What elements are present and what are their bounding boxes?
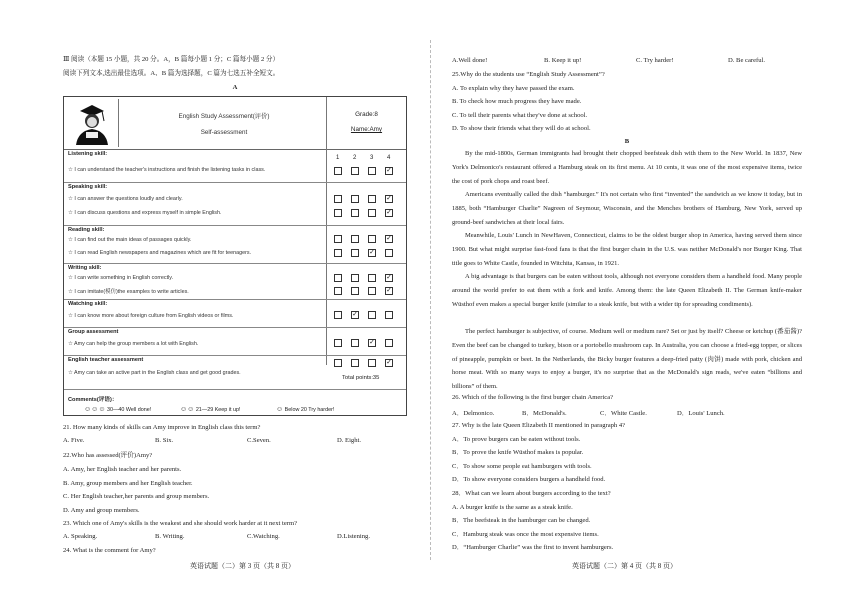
passage-b-label: B	[624, 138, 630, 145]
skill-item: ☆ Amy can take an active part in the English class and get good grades.	[68, 370, 241, 376]
option: A．To prove burgers can be eaten without tools.	[452, 436, 581, 443]
rating-box-checked: ✓	[386, 195, 392, 202]
reading-section-header: Ⅲ 阅读（本题 15 小题，共 20 分。A，B 篇每小题 1 分；C 篇每小题 2 分）	[63, 56, 280, 63]
option: A．Delmonico.	[452, 410, 495, 417]
option: B. Six.	[155, 437, 174, 444]
option: D．Louis' Lunch.	[677, 410, 725, 417]
option: C．Hamburg steak was once the most expensive items.	[452, 531, 599, 538]
rating-box	[385, 249, 393, 257]
rating-box	[385, 311, 393, 319]
option: A. Five.	[63, 437, 85, 444]
comment-try-harder	[276, 406, 334, 413]
option: B．To prove the knife Wüsthof makes is popular.	[452, 449, 584, 456]
passage-b-paragraph-4: A big advantage is that burgers can be eaten without tools, although not everyone considers them a handheld food. Many people around the world prefer to eat them with a fork and knife. Among them: the late Queen Elizabeth II. The German knife-maker Wüsthof even makes a special burger knife (similar to a steak knife, but with a wider tip for spreading condiments).	[452, 273, 802, 308]
passage-b-paragraph-5: The perfect hamburger is subjective, of course. Medium well or medium rare? Set or just by itself? Cheese or ketchup (番茄酱)? Even the beef can be changed to turkey, bison or a portobello mushroom cap. In Australia, you can choose a fried-egg topper, or slices of pineapple, pumpkin or beet. In the Netherlands, the Bicky burger features a deep-fried patty (肉饼) made with pork, chicken and horse meat. With so many ways to enjoy a burger, it's no surprise that as the McDonald's sign reads, we've eaten “billions and billions” of them.	[452, 328, 802, 391]
option: C. Her English teacher,her parents and group members.	[63, 493, 210, 500]
speaking-section	[64, 182, 406, 226]
graduate-avatar	[66, 99, 119, 147]
col-number: 1	[336, 155, 340, 161]
rating-box	[351, 359, 359, 367]
graduate-icon	[66, 99, 116, 145]
grade-label: Grade:8	[355, 111, 378, 118]
option: B. Writing.	[155, 533, 185, 540]
option: C．White Castle.	[600, 410, 647, 417]
option: B．McDonald's.	[522, 410, 567, 417]
grade-name-box	[326, 97, 406, 149]
passage-b-paragraph-2: Americans eventually called the dish “hamburger.” It's not certain who first “invented” the sandwich as we know it today, but in 1885, both “Hamburger Charlie” Nagreen of Seymour, Wisconsin, and the Menches brothers of Hamburg, New York, served up ground-beef sandwiches at their local fairs.	[452, 191, 802, 226]
rating-box	[334, 274, 342, 282]
rating-box	[368, 311, 376, 319]
smiley-icon: ☺	[91, 406, 99, 413]
option: C. To tell their parents what they've done at school.	[452, 112, 588, 119]
question-26: 26. Which of the following is the first burger chain America?	[452, 394, 614, 401]
rating-box	[351, 249, 359, 257]
option: D.Listening.	[337, 533, 370, 540]
skill-item: ☆ Amy can help the group members a lot with English.	[68, 341, 199, 347]
smiley-icon: ☺	[180, 406, 188, 413]
rating-box	[368, 359, 376, 367]
rating-box	[334, 339, 342, 347]
page-footer-right: 英语试题（二）第 4 页（共 8 页）	[572, 562, 677, 570]
skill-item: ☆ I can understand the teacher's instructions and finish the listening tasks in class.	[68, 167, 266, 173]
rating-box	[368, 167, 376, 175]
passage-a-label: A	[232, 84, 238, 91]
rating-box	[351, 209, 359, 217]
option: D．To show everyone considers burgers a handheld food.	[452, 476, 606, 483]
passage-b-paragraph-1: By the mid-1800s, German immigrants had brought their chopped beefsteak dish with them to the New World. In 1837, New York's Delmonico's restaurant offered a Hamburg steak on its first menu. At 10 cents, it was one of the most expensive items, twice the cost of pork chops and roast beef.	[452, 150, 802, 185]
option: D. To show their friends what they will do at school.	[452, 125, 591, 132]
option: D. Be careful.	[728, 57, 765, 64]
smiley-icon: ☺	[84, 406, 92, 413]
rating-box	[368, 274, 376, 282]
rating-box-checked: ✓	[386, 274, 392, 281]
rating-box	[351, 287, 359, 295]
option: C.Seven.	[247, 437, 271, 444]
rating-box-checked: ✓	[386, 209, 392, 216]
student-name: Name:Amy	[350, 126, 383, 133]
col-number: 4	[387, 155, 391, 161]
figure-header	[64, 97, 406, 150]
rating-box	[334, 311, 342, 319]
col-number: 3	[370, 155, 374, 161]
rating-box-checked: ✓	[386, 287, 392, 294]
section-name: Group assessment	[68, 329, 119, 335]
rating-box-checked: ✓	[386, 167, 392, 174]
question-28: 28．What can we learn about burgers according to the text?	[452, 490, 611, 497]
question-23: 23. Which one of Amy's skills is the weakest and she should work harder at it next term?	[63, 520, 297, 527]
passage-b-paragraph-3: Meanwhile, Louis' Lunch in NewHaven, Connecticut, claims to be the oldest burger shop in America, having served them since 1900. But what might surprise fast-food fans is that the first burger chain in the U.S. was neither McDonald's nor Burger King. That title goes to White Castle, founded in Witchita, Kansas, in 1921.	[452, 232, 802, 267]
rating-box	[334, 209, 342, 217]
option: A. A burger knife is the same as a steak knife.	[452, 504, 573, 511]
comment-text: 21—29 Keep it up!	[195, 407, 241, 413]
comments-label: Comments(评语)：	[68, 397, 118, 403]
option: D．“Hamburger Charlie” was the first to invent hamburgers.	[452, 544, 614, 551]
col-number: 2	[353, 155, 357, 161]
comment-text: 30—40 Well done!	[106, 407, 152, 413]
rating-box-checked: ✓	[369, 249, 375, 256]
comment-keep-it-up	[180, 406, 240, 413]
page-footer-left: 英语试题（二）第 3 页（共 8 页）	[190, 562, 295, 570]
question-25: 25.Why do the students use “English Study Assessment”?	[452, 71, 605, 78]
rating-box	[368, 287, 376, 295]
rating-box	[351, 195, 359, 203]
rating-box	[385, 339, 393, 347]
reading-instructions: 阅读下列文本,选出最佳选项。A、B 篇为选择题，C 篇为七选五补全短文。	[63, 70, 280, 77]
question-24: 24. What is the comment for Amy?	[63, 547, 156, 554]
question-27: 27. Why is the late Queen Elizabeth II mentioned in paragraph 4?	[452, 422, 626, 429]
option: A.Well done!	[452, 57, 488, 64]
option: C. Try harder!	[636, 57, 674, 64]
page-divider	[430, 40, 431, 560]
rating-box	[351, 339, 359, 347]
figure-title-sub: Self-assessment	[200, 129, 248, 136]
figure-title	[124, 109, 324, 141]
smiley-icon: ☺	[187, 406, 195, 413]
skill-item: ☆ I can imitate(模仿)the examples to write articles.	[68, 289, 189, 295]
figure-title-main: English Study Assessment(评价)	[178, 113, 270, 120]
rating-box	[334, 359, 342, 367]
section-name: Listening skill:	[68, 151, 108, 157]
option: C．To show some people eat hamburgers with tools.	[452, 463, 592, 470]
rating-box-checked: ✓	[352, 311, 358, 318]
section-name: Reading skill:	[68, 227, 105, 233]
section-name: Writing skill:	[68, 265, 102, 271]
rating-box	[351, 167, 359, 175]
question-22: 22.Who has assessed(评价)Amy?	[63, 452, 153, 459]
rating-box	[368, 195, 376, 203]
skill-item: ☆ I can read English newspapers and magazines which are fit for teenagers.	[68, 250, 252, 256]
option: B. To check how much progress they have made.	[452, 98, 582, 105]
rating-box-checked: ✓	[386, 359, 392, 366]
comment-well-done	[84, 406, 151, 413]
rating-box	[351, 235, 359, 243]
option: D. Amy and group members.	[63, 507, 140, 514]
option: D. Eight.	[337, 437, 361, 444]
option: B. Amy, group members and her English teacher.	[63, 480, 193, 487]
listening-section	[64, 149, 406, 183]
rating-box	[334, 287, 342, 295]
rating-box	[334, 167, 342, 175]
section-name: English teacher assessment	[68, 357, 144, 363]
skill-item: ☆ I can know more about foreign culture from English videos or films.	[68, 313, 234, 319]
option: B．The beefsteak in the hamburger can be changed.	[452, 517, 591, 524]
section-name: Speaking skill:	[68, 184, 108, 190]
assessment-figure	[63, 96, 407, 416]
skill-item: ☆ I can discuss questions and express myself in simple English.	[68, 210, 222, 216]
skill-item: ☆ I can find out the main ideas of passages quickly.	[68, 237, 192, 243]
option: A. Speaking.	[63, 533, 98, 540]
option: B. Keep it up!	[544, 57, 582, 64]
option: A. To explain why they have passed the exam.	[452, 85, 575, 92]
question-21: 21. How many kinds of skills can Amy improve in English class this term?	[63, 424, 261, 431]
reading-section	[64, 225, 406, 264]
rating-box	[334, 195, 342, 203]
comment-text: Below 20 Try harder!	[284, 407, 335, 413]
rating-box-checked: ✓	[386, 235, 392, 242]
rating-box	[368, 209, 376, 217]
rating-box	[351, 274, 359, 282]
total-points: Total points:35	[342, 375, 380, 381]
skill-item: ☆ I can answer the questions loudly and clearly.	[68, 196, 183, 202]
smiley-icon: ☺	[98, 406, 106, 413]
rating-box	[368, 235, 376, 243]
rating-box	[334, 235, 342, 243]
option: C.Watching.	[247, 533, 280, 540]
rating-box	[334, 249, 342, 257]
skill-item: ☆ I can write something in English correctly.	[68, 275, 174, 281]
rating-box-checked: ✓	[369, 339, 375, 346]
smiley-icon: ☺	[276, 406, 284, 413]
section-name: Watching skill:	[68, 301, 108, 307]
option: A. Amy, her English teacher and her parents.	[63, 466, 182, 473]
